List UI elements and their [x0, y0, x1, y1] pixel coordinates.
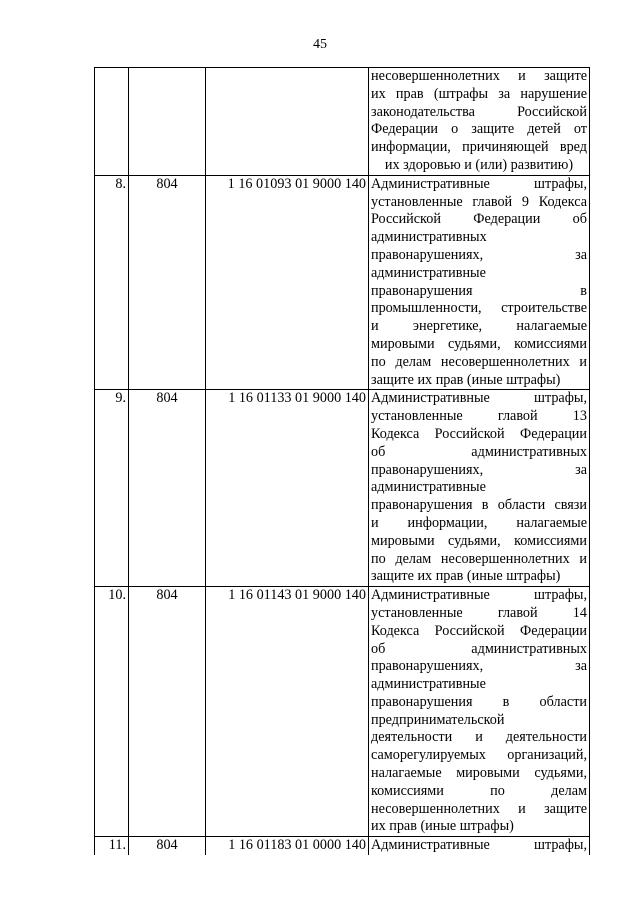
description-line: установленные главой 13 [371, 408, 587, 425]
description-line: административных [371, 229, 487, 246]
description-cell [369, 175, 590, 390]
description-line: информации, причиняющей вред [371, 139, 587, 156]
description-line: их прав (иные штрафы) [371, 818, 514, 835]
row-number [95, 68, 129, 176]
description-line: Административные штрафы, [371, 390, 587, 407]
description-line: комиссиями по делам [371, 782, 587, 799]
description-line: установленные главой 14 [371, 604, 587, 621]
description-line: по делам несовершеннолетних и [371, 550, 587, 567]
description-cell [369, 587, 590, 837]
description-line: правонарушениях, за [371, 658, 587, 675]
kbk-code [206, 68, 369, 176]
description-line: установленные главой 9 Кодекса [371, 193, 587, 210]
description-line: Российской Федерации об [371, 211, 587, 228]
description-line: предпринимательской [371, 711, 505, 728]
admin-code [129, 68, 206, 176]
description-line: и энергетике, налагаемые [371, 318, 587, 335]
description-line: Кодекса Российской Федерации [371, 425, 587, 442]
description-line: правонарушениях, за [371, 461, 587, 478]
description-line: правонарушениях, за [371, 246, 587, 263]
description-line: промышленности, строительстве [371, 300, 587, 317]
description-line: законодательства Российской [371, 103, 587, 120]
description-line: и информации, налагаемые [371, 514, 587, 531]
row-number: 8. [95, 175, 129, 390]
description-line: по делам несовершеннолетних и [371, 353, 587, 370]
description-line: деятельности и деятельности [371, 729, 587, 746]
description-line: административные [371, 676, 486, 693]
description-line: правонарушения в области связи [371, 497, 587, 514]
description-line: правонарушения в области [371, 693, 587, 710]
table-row [95, 68, 590, 176]
description-line: мировыми судьями, комиссиями [371, 532, 587, 549]
description-line: Административные штрафы, [371, 587, 587, 604]
admin-code: 804 [129, 390, 206, 587]
description-line: об административных [371, 443, 587, 460]
row-number: 10. [95, 587, 129, 837]
description-line: налагаемые мировыми судьями, [371, 765, 587, 782]
page-number: 45 [313, 37, 327, 52]
kbk-code: 1 16 01093 01 9000 140 [206, 175, 369, 390]
table-row [95, 175, 590, 390]
description-line: об административных [371, 640, 587, 657]
table-row [95, 837, 590, 856]
table-row [95, 587, 590, 837]
description-line: Федерации о защите детей от [371, 121, 587, 138]
row-number: 9. [95, 390, 129, 587]
description-line: несовершеннолетних и защите [371, 68, 587, 84]
description-line: защите их прав (иные штрафы) [371, 568, 561, 585]
kbk-code: 1 16 01133 01 9000 140 [206, 390, 369, 587]
description-cell [369, 837, 590, 856]
description-line: их здоровью и (или) развитию) [384, 156, 574, 173]
description-line: мировыми судьями, комиссиями [371, 335, 587, 352]
description-cell [369, 68, 590, 176]
description-line: несовершеннолетних и защите [371, 800, 587, 817]
kbk-code: 1 16 01183 01 0000 140 [206, 837, 369, 856]
fines-table [94, 67, 590, 855]
row-number: 11. [95, 837, 129, 856]
description-line: правонарушения в [371, 282, 587, 299]
description-cell [369, 390, 590, 587]
admin-code: 804 [129, 587, 206, 837]
description-line: Административные штрафы, [371, 175, 587, 192]
kbk-code: 1 16 01143 01 9000 140 [206, 587, 369, 837]
description-line: административные [371, 479, 486, 496]
description-line: защите их прав (иные штрафы) [371, 371, 561, 388]
description-line: Административные штрафы, [371, 837, 587, 854]
description-line: саморегулируемых организаций, [371, 747, 587, 764]
admin-code: 804 [129, 837, 206, 856]
description-line: их прав (штрафы за нарушение [371, 85, 587, 102]
description-line: административные [371, 264, 486, 281]
table-row [95, 390, 590, 587]
description-line: Кодекса Российской Федерации [371, 622, 587, 639]
admin-code: 804 [129, 175, 206, 390]
